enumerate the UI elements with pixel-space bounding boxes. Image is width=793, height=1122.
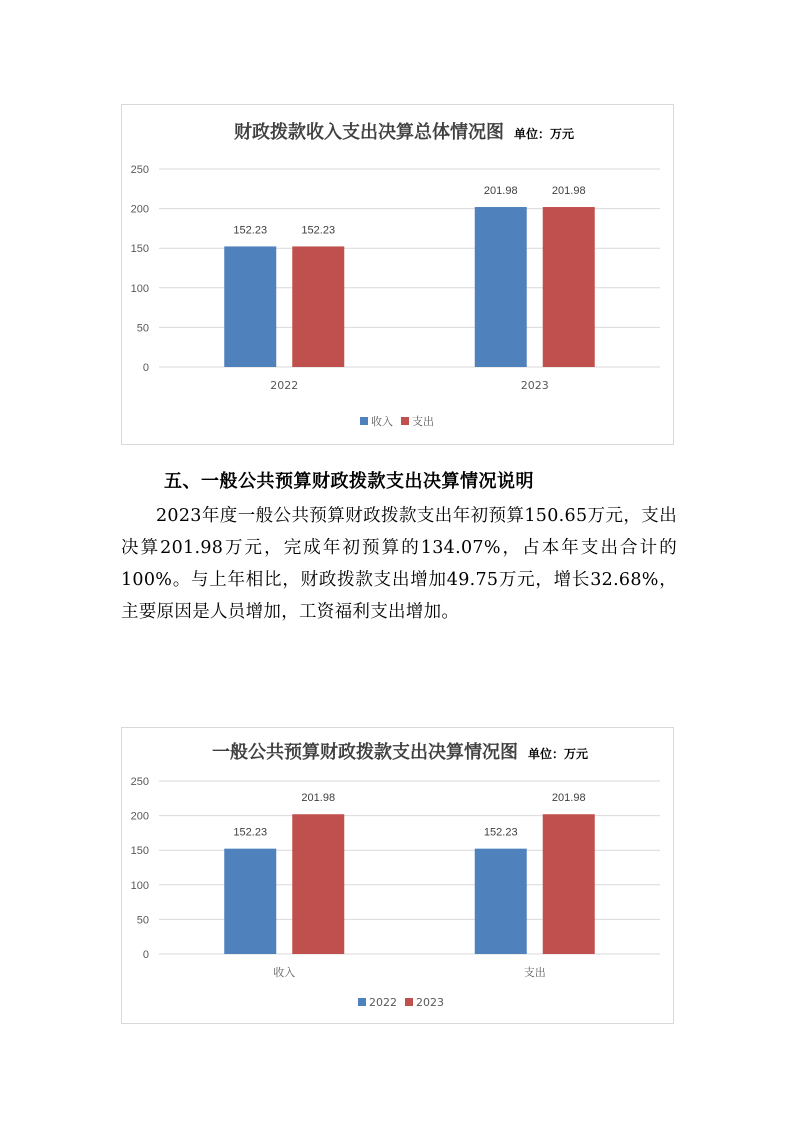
legend-swatch bbox=[405, 998, 413, 1006]
section-heading: 五、一般公共预算财政拨款支出决算情况说明 bbox=[164, 471, 534, 492]
y-tick-label: 200 bbox=[130, 203, 149, 216]
bar bbox=[475, 849, 527, 954]
y-tick-label: 250 bbox=[130, 776, 149, 788]
data-label: 201.98 bbox=[551, 185, 586, 198]
legend-label: 收入 bbox=[371, 415, 393, 428]
data-label: 201.98 bbox=[301, 792, 336, 805]
legend-swatch bbox=[401, 417, 409, 425]
data-label: 152.23 bbox=[301, 224, 336, 237]
legend-label: 支出 bbox=[412, 415, 434, 428]
x-category-label: 2023 bbox=[520, 379, 549, 392]
section-body-text: 2023年度一般公共预算财政拨款支出年初预算150.65万元，支出决算201.98万元，完成年初预算的134.07%，占本年支出合计的100%。与上年相比，财政拨款支出增加49.75万元，增长32.68%，主要原因是人员增加，工资福利支出增加。 bbox=[121, 506, 677, 622]
bar bbox=[543, 207, 595, 367]
chart-general-budget-expenditure bbox=[121, 727, 674, 1024]
chart-unit-label: 单位：万元 bbox=[514, 127, 575, 141]
y-tick-label: 0 bbox=[142, 362, 149, 374]
legend-swatch bbox=[358, 998, 366, 1006]
bar bbox=[292, 246, 344, 367]
chart-unit-label: 单位：万元 bbox=[528, 747, 589, 761]
y-tick-label: 0 bbox=[142, 949, 149, 961]
data-label: 152.23 bbox=[233, 826, 268, 839]
y-tick-label: 100 bbox=[130, 282, 149, 295]
x-category-label: 2022 bbox=[270, 379, 299, 392]
legend-label: 2022 bbox=[369, 996, 397, 1009]
y-tick-label: 150 bbox=[130, 243, 149, 256]
y-tick-label: 50 bbox=[136, 322, 149, 335]
chart-1-svg bbox=[122, 105, 673, 444]
y-tick-label: 100 bbox=[130, 879, 149, 892]
data-label: 152.23 bbox=[483, 826, 518, 839]
x-category-label: 支出 bbox=[523, 966, 546, 979]
y-tick-label: 200 bbox=[130, 810, 149, 823]
y-tick-label: 250 bbox=[130, 164, 149, 176]
bar bbox=[224, 246, 276, 367]
data-label: 152.23 bbox=[233, 224, 268, 237]
chart-2-svg bbox=[122, 728, 673, 1023]
legend-label: 2023 bbox=[416, 996, 444, 1009]
y-tick-label: 50 bbox=[136, 914, 149, 927]
bar bbox=[475, 207, 527, 367]
data-label: 201.98 bbox=[551, 792, 586, 805]
bar bbox=[292, 814, 344, 954]
legend-swatch bbox=[360, 417, 368, 425]
bar bbox=[224, 849, 276, 954]
x-category-label: 收入 bbox=[273, 966, 296, 979]
chart-total-revenue-expenditure bbox=[121, 104, 674, 445]
chart-title: 一般公共预算财政拨款支出决算情况图 bbox=[212, 742, 518, 763]
data-label: 201.98 bbox=[483, 185, 518, 198]
y-tick-label: 150 bbox=[130, 845, 149, 858]
bar bbox=[543, 814, 595, 954]
chart-title: 财政拨款收入支出决算总体情况图 bbox=[234, 122, 504, 143]
